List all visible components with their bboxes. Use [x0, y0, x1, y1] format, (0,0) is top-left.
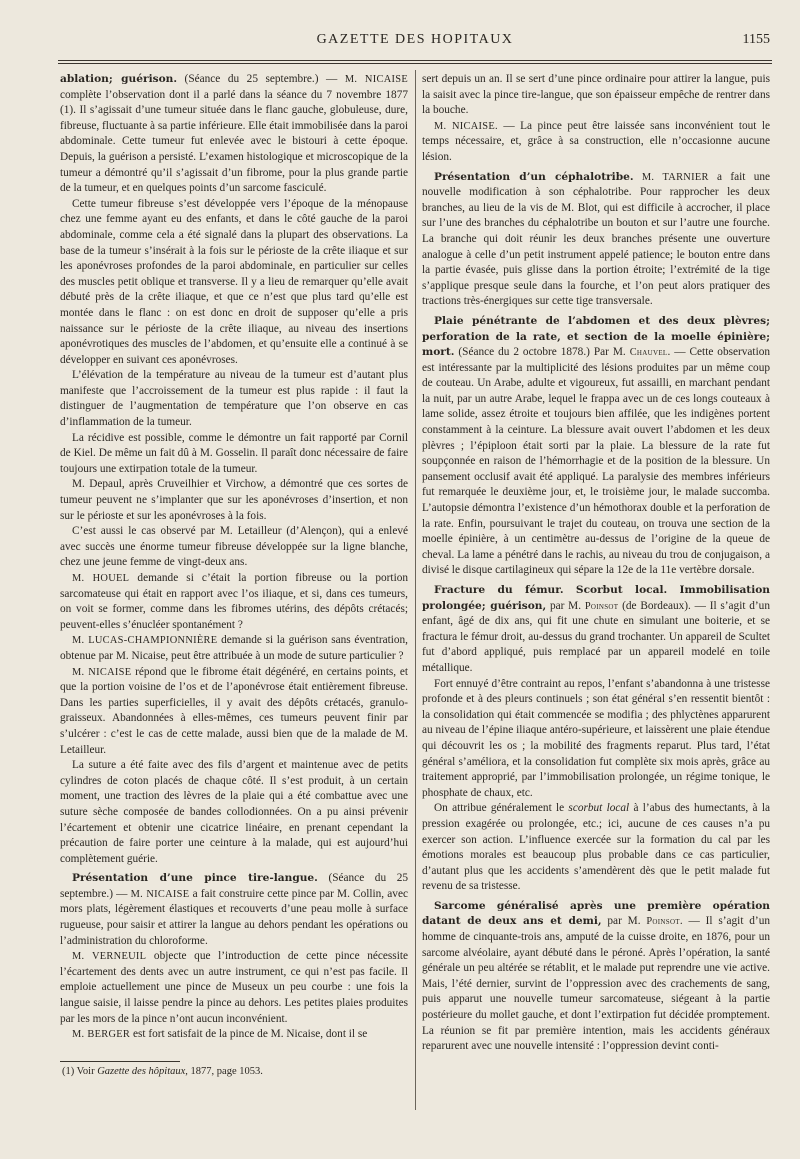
section-heading: Présentation d’un céphalotribe. — [434, 170, 634, 183]
paragraph: La suture a été faite avec des fils d’argent et maintenue avec de petits cylindres de coton placés de chaque côté. Il s’est produit, à un certain moment, une traction des lèvres de la plaie qui a été combattue avec une suture sèche composée de bandes collodionnées. On a pu ainsi prévenir l’écartement et obtenir une cicatrice linéaire, en prenant cependant la précaution de faire porter une ceinture à la malade, qui est aujourd’hui complètement guérie. — [60, 759, 408, 865]
paragraph: Fracture du fémur. Scorbut local. Immobilisation prolongée; guérison, par M. Poinsot (de Bordeaux). — Il s’agit d’un enfant, âgé de dix ans, qui fit une chute en simulant une boiterie, et se fractura le fémur droit, au-dessus du grand trochanter. Un appareil de Scultet fut d’abord appliqué, puis remplacé par un appareil modelé en toile métallique. — [422, 584, 770, 674]
section-heading: Sarcome généralisé après une première opération datant de deux ans et demi, — [422, 899, 770, 928]
footnote-source: Gazette des hôpitaux — [97, 1066, 186, 1077]
speaker-name: M. NICAISE — [344, 74, 408, 85]
paragraph: Présentation d’un céphalotribe. M. TARNIER a fait une nouvelle modification à son céphalotribe. Pour rapprocher les deux branches, au lieu de la vis de M. Blot, qui est difficile à accrocher, il place sur l’une des branches du céphalotribe un bouton et sur l’autre une fourche. La branche qui doit réunir les deux branches présente une ouverture analogue à celle d’un petit instrument appelé patience; le bouton entre dans la partie évasée, puis glisse dans la portion étroite; l’extrémité de la tige s’applique presque seule dans la fourche, et l’on peut alors pratiquer des tractions très-énergiques sur cette tige transversale. — [422, 170, 771, 308]
running-title: GAZETTE DES HOPITAUX — [316, 32, 514, 47]
speaker-name: M. BERGER — [72, 1029, 131, 1041]
paragraph: M. HOUEL demande si c’était la portion fibreuse ou la portion sarcomateuse qui était en rapport avec l’os iliaque, et si, dans ces tumeurs, on voit se former, comme dans les fibromes utérins, des dépôts crétacés; peuvent-elles s’énucléer spontanément ? — [60, 572, 409, 631]
section-heading: Plaie pénétrante de l’abdomen et des deux plèvres; perforation de la rate, et section de la moelle épinière; mort. — [422, 314, 770, 359]
paragraph: M. Depaul, après Cruveilhier et Virchow, a démontré que ces sortes de tumeur peuvent ne s’implanter que sur les aponévroses d’insertion, et non sur le périoste et sur les aponévroses à la fois. — [60, 478, 408, 522]
paragraph: ablation; guérison. (Séance du 25 septembre.) — M. NICAISE complète l’observation dont il a parlé dans la séance du 7 novembre 1877 (1). Il s’agissait d’une tumeur située dans le flanc gauche, globuleuse, dure, fibreuse, fluctuante à sa partie inférieure. Elle était immobilisée dans la paroi abdominale. Cette tumeur fut enlevée avec le bistouri à cette époque. Depuis, la guérison a persisté. L’examen histologique et microscopique de la tumeur a démontré qu’il s’agissait d’un fibrome, pour la plus grande partie de la tumeur, et en quelques points d’un sarcome fasciculé. — [60, 73, 408, 195]
footnote-rule — [60, 1061, 180, 1062]
speaker-name: M. NICAISE — [72, 666, 132, 678]
speaker-name: M. NICAISE. — [434, 120, 498, 132]
paragraph: La récidive est possible, comme le démontre un fait rapporté par Cornil de Kiel. De même un fait dû à M. Gosselin. Il paraît donc nécessaire de faire toujours une extirpation totale de la tumeur. — [60, 431, 408, 475]
header-rule — [58, 60, 772, 61]
paragraph: M. VERNEUIL objecte que l’introduction de cette pince nécessite l’écartement des dents avec un autre instrument, ce qui n’est pas facile. Il emploie actuellement une pince de Museux un peu courbe : une fois la langue saisie, il laisse pendre la pince au dehors. Les petites plaies produites par les mors de la pince n’ont aucun inconvénient. — [60, 950, 408, 1025]
paragraph: Présentation d’une pince tire-langue. (Séance du 25 septembre.) — M. NICAISE a fait construire cette pince par M. Collin, avec mors plats, légèrement élastiques et recouverts d’une peau molle à surface rugueuse, pour saisir et attirer la langue au dehors pendant les opérations ou l’administration du chloroforme. — [60, 872, 408, 947]
page-header — [60, 32, 770, 54]
page-number: 1155 — [742, 32, 770, 47]
paragraph: Cette tumeur fibreuse s’est développée vers l’époque de la ménopause chez une femme ayant eu des enfants, et dans le côté gauche de la paroi abdominale, comme cela a été signalé dans la plupart des observations. La base de la tumeur s’insérait à la fois sur le périoste de la crête iliaque et sur les aponévroses profondes de la paroi abdominale, en particulier sur celles des muscles petit oblique et transverse. Il y a lieu de remarquer qu’elle avait débuté près de la crête iliaque, et que ce n’est que plus tard qu’elle est montée dans le flanc : on est donc en droit de supposer qu’elle a pris naissance sur le périoste de la crête iliaque, au niveau des insertions aponévrotiques des muscles de l’abdomen, et qu’ensuite elle a continué à se développer en suivant ces aponévroses. — [60, 197, 408, 366]
paragraph: On attribue généralement le scorbut local à l’abus des humectants, à la pression exagérée ou prolongée, etc.; ici, aucune de ces causes n’a pu exercer son action. L’influence exercée sur la formation du cal par les émotions morales est beaucoup plus probable dans ce cas particulier, d’autant plus que les accidents s’amendèrent dès que le petit malade fut revenu de sa tristesse. — [422, 802, 770, 893]
paragraph: L’élévation de la température au niveau de la tumeur est d’autant plus manifeste que l’accroissement de la tumeur est plus rapide : il faut la distinguer de l’augmentation de température que l’on observe en cas d’inflammation de la tumeur. — [60, 369, 408, 429]
author-name: Poinsot — [584, 600, 619, 612]
paragraph: Fort ennuyé d’être contraint au repos, l’enfant s’abandonna à une tristesse profonde et à des pleurs continuels ; son état général s’en ressentit bientôt : la consolidation qui était commencée se modifia ; des phlyctènes apparurent au niveau de l’épine iliaque antéro-supérieure, et laissèrent une plaie étendue qui découvrit les os ; la mobilité des fragments reparut. Plus tard, l’état général s’améliora, et la consolidation fut complète six mois après, grâce au traitement approprié, par l’immobilisation prolongée, un régime tonique, le phosphate de chaux, etc. — [422, 677, 770, 799]
paragraph: Plaie pénétrante de l’abdomen et des deux plèvres; perforation de la rate, et section de la moelle épinière; mort. (Séance du 2 octobre 1878.) Par M. Chauvel. — Cette observation est intéressante par la multiplicité des lésions produites par un même coup de couteau. Un Arabe, adulte et vigoureux, fut assailli, en marchant pendant la nuit, par un autre Arabe, lequel le frappa avec un de ces longs couteaux à lame solide, assez étroite et toujours bien affilée, que les indigènes portent constamment à la ceinture. La blessure avait ouvert l’abdomen et les deux plèvres ; l’épiploon était sorti par la plaie. La blessure de la rate fut soupçonnée en raison de l’hémorrhagie et de la position de la blessure. Un pansement occlusif avait été appliqué. La paralysie des membres inférieurs fut remarquée le deuxième jour, et, le troisième jour, le malade succomba. L’autopsie démontra l’existence d’un hémothorax double et la perforation de la rate. Enfin, poursuivant le trajet du couteau, on trouva une section de la moelle épinière, à un centimètre au-dessus de l’origine de la queue de cheval. La lame a pénétré dans le rachis, au niveau du trou de conjugaison, a divisé le disque cartilagineux qui sépare la 12e de la 11e vertèbre dorsale. — [422, 314, 770, 577]
paragraph: C’est aussi le cas observé par M. Letailleur (d’Alençon), qui a enlevé avec succès une énorme tumeur fibreuse développée sur la ligne blanche, chez une jeune femme de vingt-deux ans. — [60, 525, 408, 569]
speaker-name: M. LUCAS-CHAMPIONNIÈRE — [72, 635, 218, 647]
paragraph: sert depuis un an. Il se sert d’une pince ordinaire pour attirer la langue, puis la saisit avec la pince tire-langue, que son épaisseur empêche de rentrer dans la bouche. — [422, 73, 770, 117]
author-name: Poinsot — [646, 916, 680, 928]
footnote: (1) Voir Gazette des hôpitaux, 1877, page 1053. — [62, 1066, 263, 1077]
speaker-name: M. TARNIER — [641, 171, 709, 183]
emphasis: scorbut local — [568, 802, 630, 815]
paragraph: M. LUCAS-CHAMPIONNIÈRE demande si la guérison sans éventration, obtenue par M. Nicaise, peut être attribuée à un mode de suture particulier ? — [60, 634, 408, 662]
section-heading: ablation; guérison. — [60, 73, 178, 85]
footnote-mark: (1) — [62, 1066, 75, 1077]
section-heading: Présentation d’une pince tire-langue. — [72, 872, 318, 885]
speaker-name: M. NICAISE — [130, 888, 190, 900]
right-column — [422, 72, 770, 1055]
paragraph: Sarcome généralisé après une première opération datant de deux ans et demi, par M. Poinsot. — Il s’agit d’un homme de cinquante-trois ans, amputé de la cuisse droite, en 1876, pour un sarcome alvéolaire, ayant débuté dans le péroné. Après l’opération, la santé générale un peu altérée se rétablit, et le malade put reprendre une vie active. Mais, l’été dernier, survint de l’oppression avec des crachements de sang, puis apparut une nouvelle tumeur sarcomateuse, siégeant à la partie postérieure du mollet gauche, et dont l’extirpation fut décidée promptement. La réunion se fit par première intention, mais les accidents généraux reparurent avec une nouvelle intensité : l’oppression devint conti- — [422, 899, 770, 1053]
speaker-name: M. HOUEL — [72, 573, 130, 584]
section-heading: Fracture du fémur. Scorbut local. Immobilisation prolongée; guérison, — [422, 584, 770, 612]
paragraph: M. NICAISE répond que le fibrome était dégénéré, en certains points, et que la portion voisine de l’os et de l’aponévrose était entièrement fibreuse. Dans les parties superficielles, il y avait des dépôts crétacés, granulo-graisseux. Abandonnées à elles-mêmes, ces tumeurs peuvent finir par s’ulcérer : c’est le cas de cette malade, aussi bien que de la malade de M. Letailleur. — [60, 665, 408, 756]
paragraph: M. BERGER est fort satisfait de la pince de M. Nicaise, dont il se — [72, 1028, 368, 1041]
speaker-name: M. VERNEUIL — [72, 951, 147, 963]
paragraph: M. NICAISE. — La pince peut être laissée sans inconvénient tout le temps nécessaire, et, grâce à sa construction, elle n’occasionne aucune lésion. — [422, 119, 770, 163]
column-divider — [415, 70, 416, 1110]
author-name: Chauvel — [629, 347, 668, 359]
header-rule-thin — [58, 63, 772, 64]
left-column — [60, 72, 408, 1043]
